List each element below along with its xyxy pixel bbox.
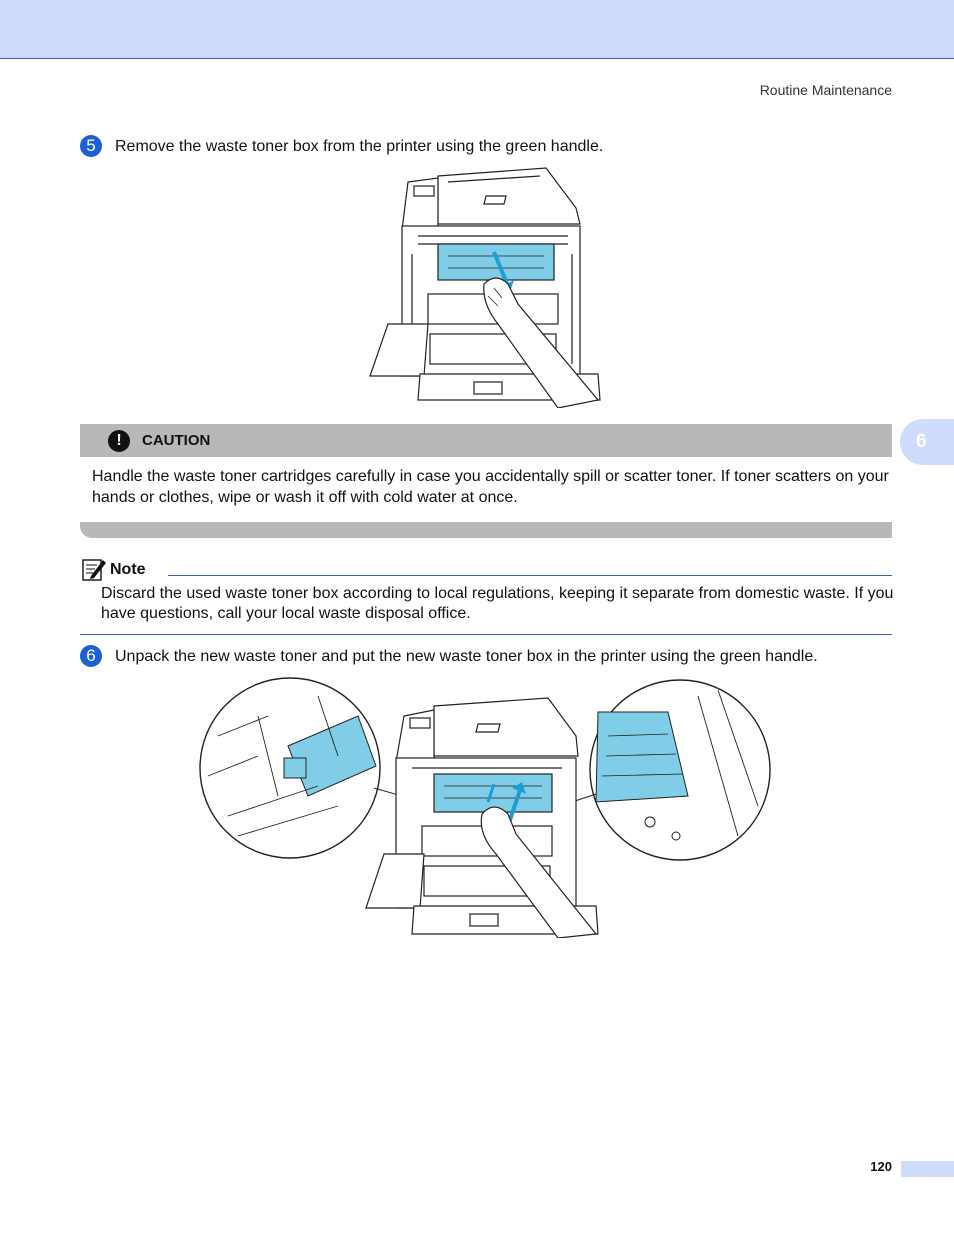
page-number: 120 (870, 1159, 892, 1174)
running-head: Routine Maintenance (759, 82, 892, 98)
right-detail-inset (590, 680, 770, 860)
note-label: Note (110, 561, 146, 578)
step-5-number: 5 (80, 135, 102, 157)
note-body: Discard the used waste toner box according to local regulations, keeping it separate from domestic waste. If you have questions, call your local waste disposal office. (101, 585, 894, 622)
caution-label: CAUTION (142, 432, 211, 449)
figure-remove-waste-toner (368, 164, 604, 408)
caution-body: Handle the waste toner cartridges carefully in case you accidentally spill or scatter toner. If toner scatters on your hands or clothes, wipe or wash it off with cold water at once. (92, 468, 889, 506)
step-5-text: Remove the waste toner box from the printer using the green handle. (115, 138, 604, 155)
exclamation-icon: ! (108, 430, 130, 452)
left-detail-inset (200, 678, 380, 858)
figure-install-waste-toner (198, 676, 772, 938)
caution-footer-bar (80, 522, 892, 538)
step-6-text: Unpack the new waste toner and put the new waste toner box in the printer using the green handle. (115, 648, 818, 665)
note-bottom-rule (80, 634, 892, 635)
note-top-rule (168, 575, 892, 576)
step-6-number: 6 (80, 645, 102, 667)
chapter-tab: 6 (900, 419, 954, 465)
note-pencil-icon (81, 556, 107, 582)
page-tab (901, 1161, 954, 1177)
header-band (0, 0, 954, 59)
